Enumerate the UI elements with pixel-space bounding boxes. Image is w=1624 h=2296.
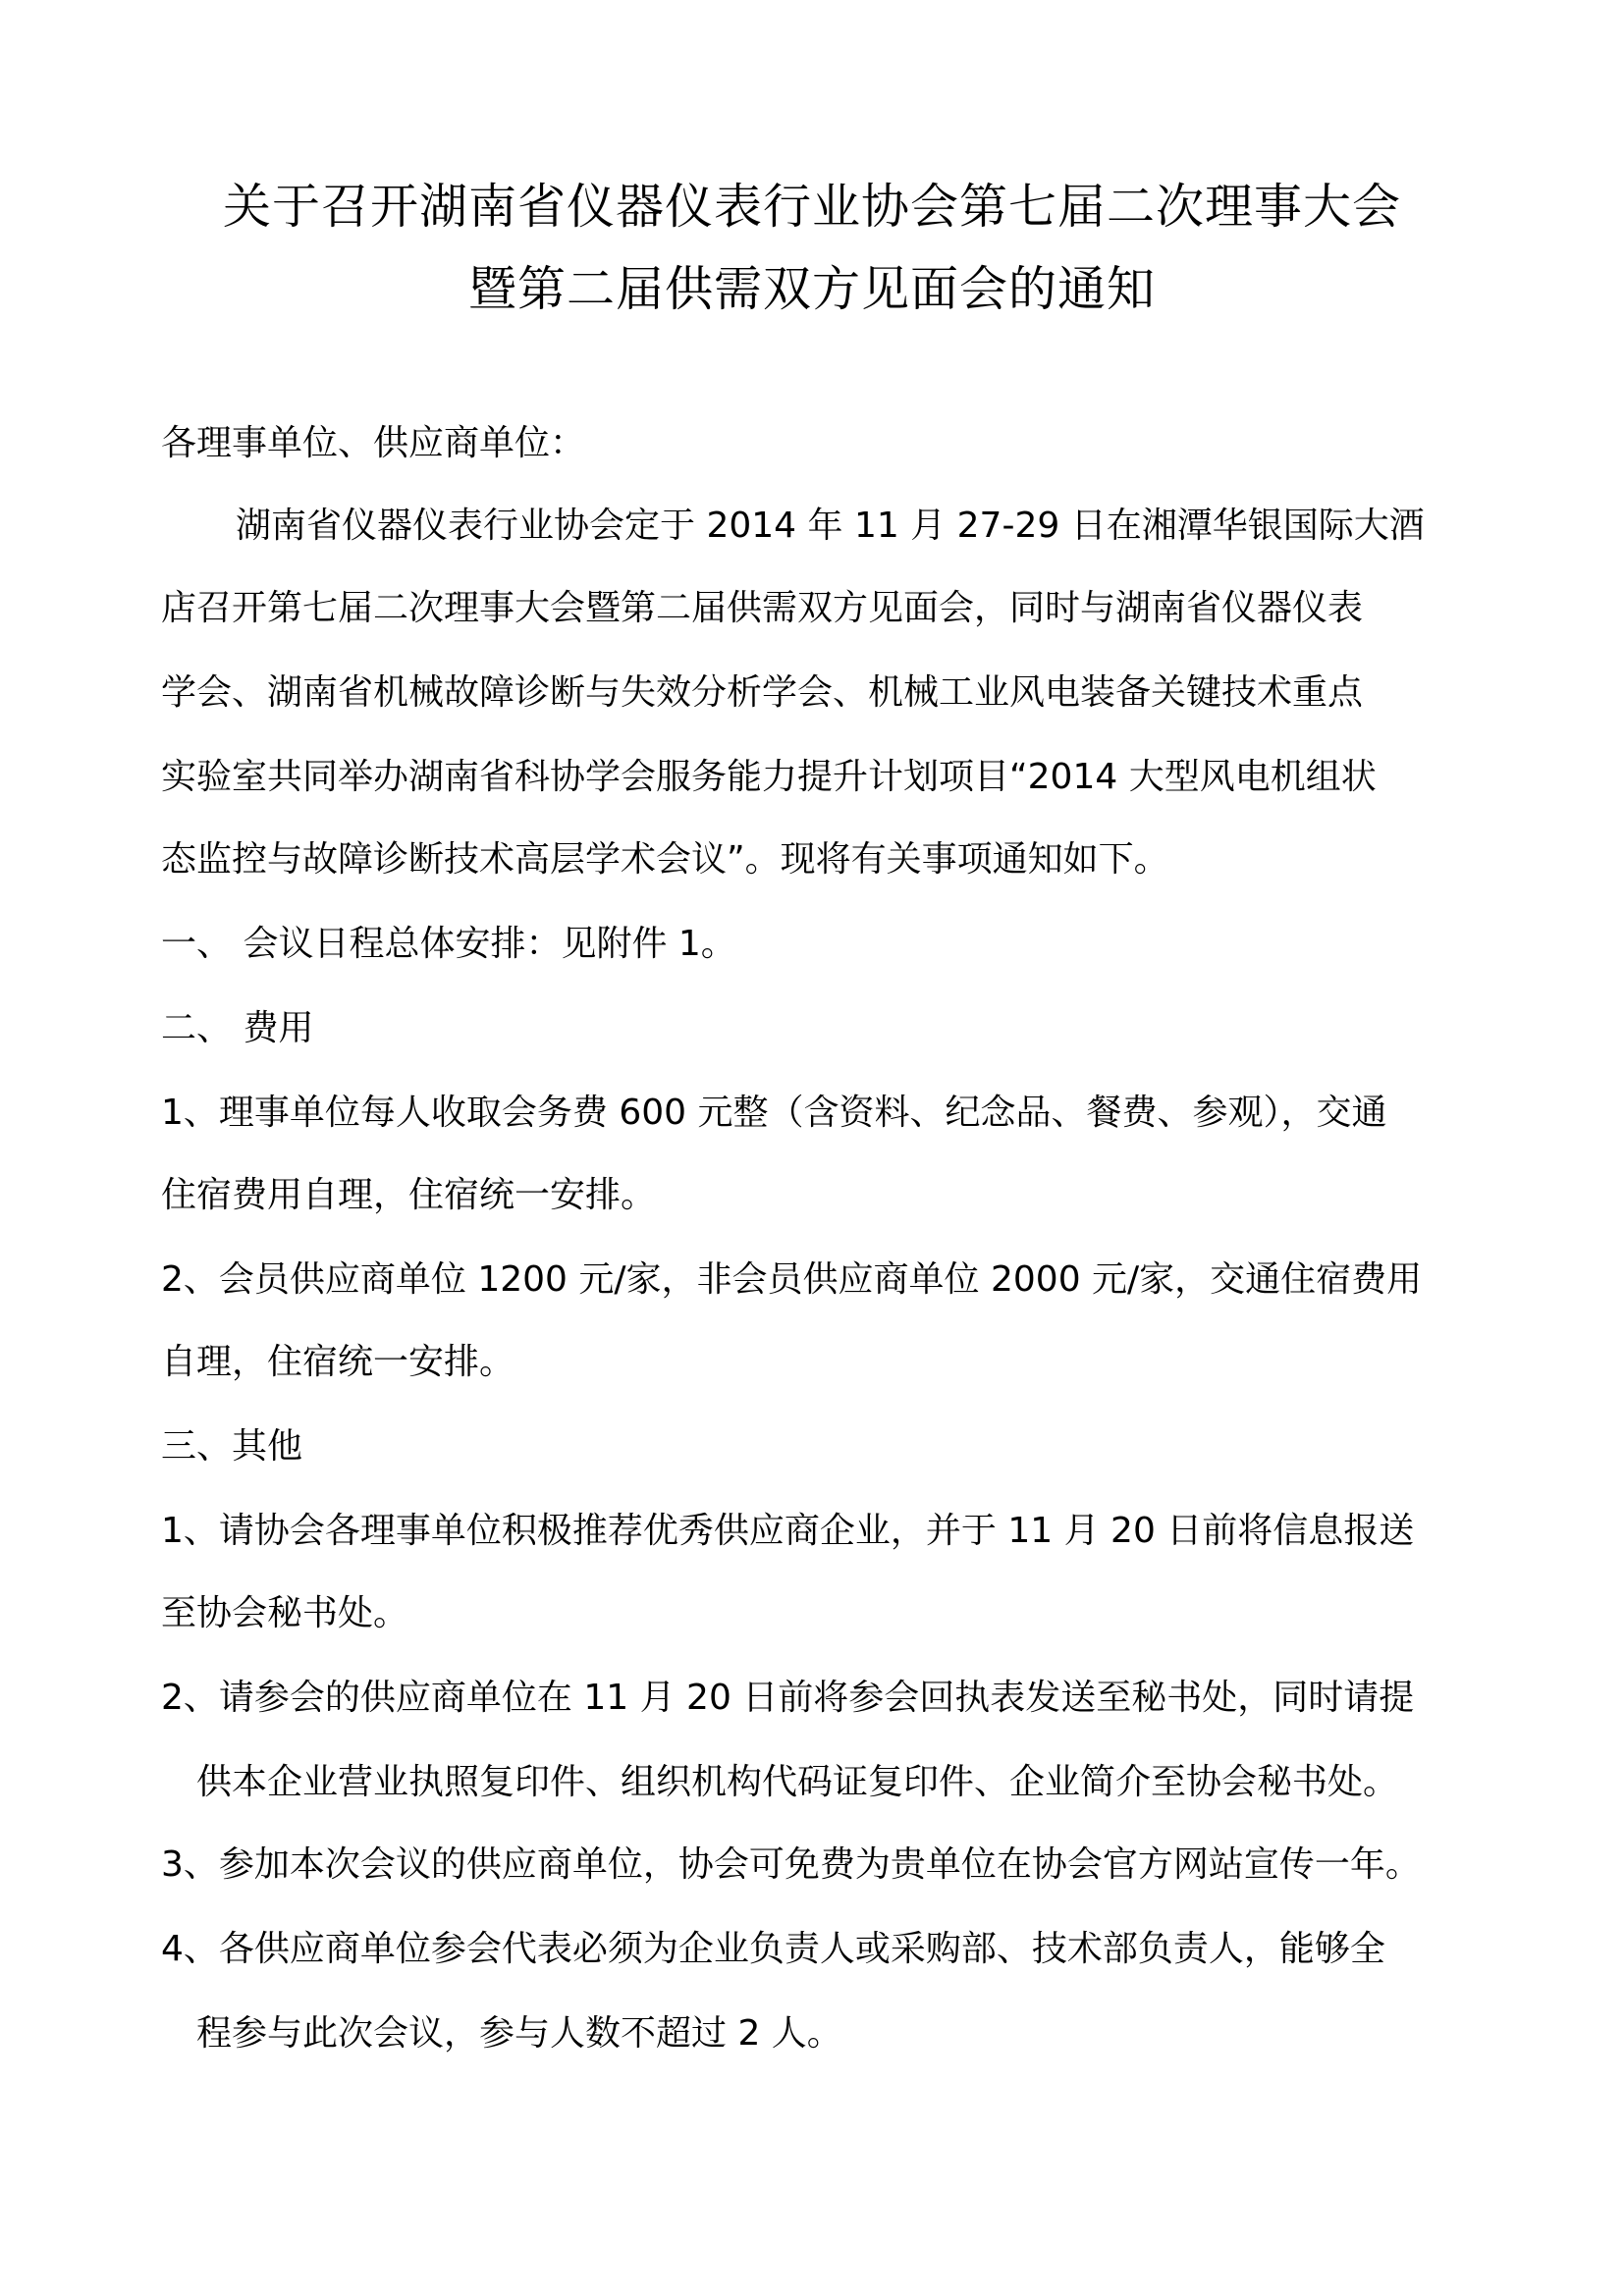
fee-item-1-line-1: 1、理事单位每人收取会务费 600 元整（含资料、纪念品、餐费、参观），交通 [161, 1093, 1387, 1133]
other-item-2-line-2: 供本企业营业执照复印件、组织机构代码证复印件、企业简介至协会秘书处。 [196, 1762, 1399, 1802]
section-1-heading: 一、 会议日程总体安排：见附件 1。 [161, 924, 736, 964]
fee-item-2-line-1: 2、会员供应商单位 1200 元/家，非会员供应商单位 2000 元/家，交通住宿费用 [161, 1259, 1423, 1300]
intro-line-4: 实验室共同举办湖南省科协学会服务能力提升计划项目“2014 大型风电机组状 [161, 757, 1377, 797]
other-item-1-line-1: 1、请协会各理事单位积极推荐优秀供应商企业，并于 11 月 20 日前将信息报送 [161, 1511, 1415, 1551]
title-line-1: 关于召开湖南省仪器仪表行业协会第七届二次理事大会 [222, 179, 1401, 235]
other-item-3-line-1: 3、参加本次会议的供应商单位，协会可免费为贵单位在协会官方网站宣传一年。 [161, 1844, 1421, 1885]
other-item-2-line-1: 2、请参会的供应商单位在 11 月 20 日前将参会回执表发送至秘书处，同时请提 [161, 1678, 1415, 1718]
intro-line-1: 湖南省仪器仪表行业协会定于 2014 年 11 月 27-29 日在湘潭华银国际大酒 [236, 506, 1425, 546]
section-3-heading: 三、其他 [161, 1426, 303, 1467]
salutation: 各理事单位、供应商单位： [161, 423, 586, 463]
intro-line-2: 店召开第七届二次理事大会暨第二届供需双方见面会，同时与湖南省仪器仪表 [161, 588, 1364, 628]
fee-item-2-line-2: 自理，住宿统一安排。 [161, 1342, 515, 1382]
other-item-4-line-1: 4、各供应商单位参会代表必须为企业负责人或采购部、技术部负责人，能够全 [161, 1929, 1385, 1969]
section-2-heading: 二、 费用 [161, 1008, 314, 1048]
other-item-4-line-2: 程参与此次会议，参与人数不超过 2 人。 [196, 2013, 842, 2054]
intro-line-3: 学会、湖南省机械故障诊断与失效分析学会、机械工业风电装备关键技术重点 [161, 672, 1364, 713]
other-item-1-line-2: 至协会秘书处。 [161, 1593, 409, 1633]
intro-line-5: 态监控与故障诊断技术高层学术会议”。现将有关事项通知如下。 [161, 839, 1169, 880]
title-line-2: 暨第二届供需双方见面会的通知 [467, 261, 1156, 317]
fee-item-1-line-2: 住宿费用自理，住宿统一安排。 [161, 1175, 657, 1215]
